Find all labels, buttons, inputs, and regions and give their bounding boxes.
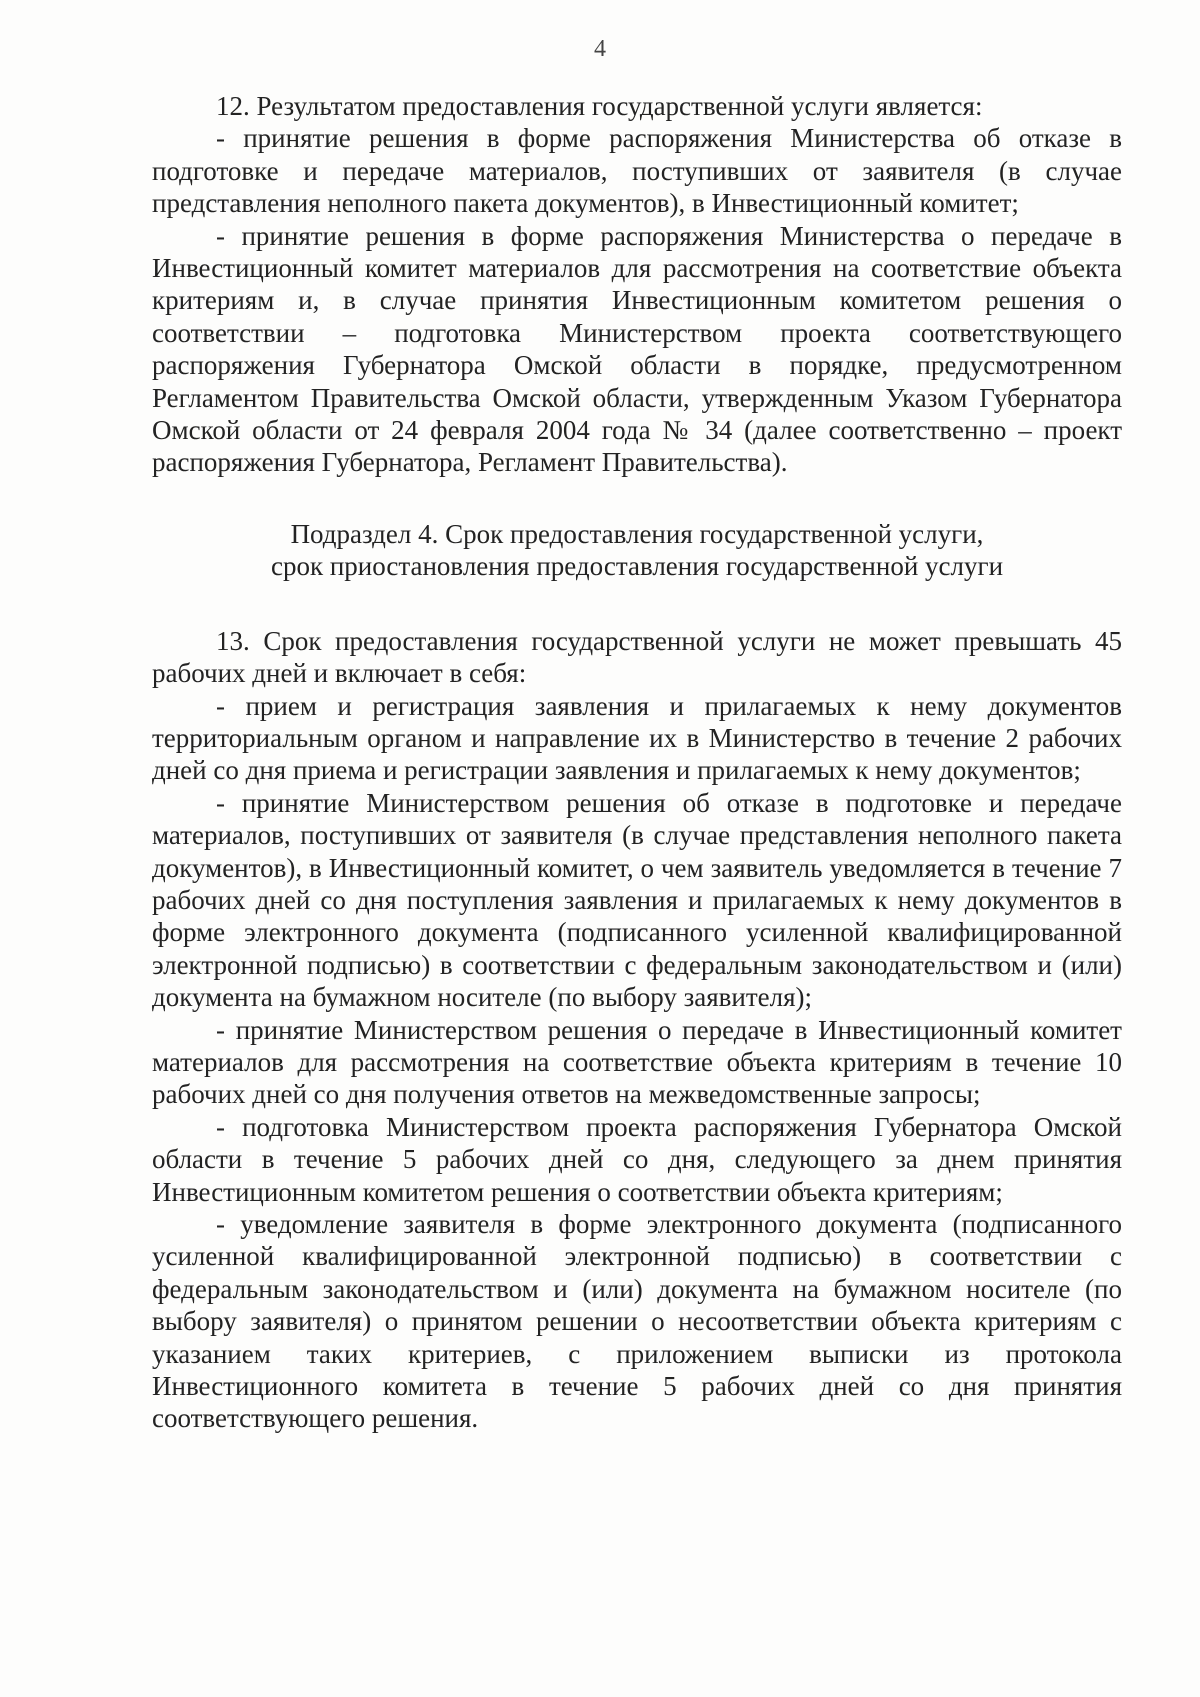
subsection-heading — [152, 518, 1122, 583]
section-12-item: - принятие решения в форме распоряжения Министерства о передаче в Инвестиционный комитет материалов для рассмотрения на соответствие объекта критериям и, в случае принятия Инвестиционным комитетом решения о соответствии – подготовка Министерством проекта соответствующего распоряжения Губернатора Омской области в порядке, предусмотренном Регламентом Правительства Омской области, утвержденным Указом Губернатора Омской области от 24 февраля 2004 года № 34 (далее соответственно – проект распоряжения Губернатора, Регламент Правительства). — [152, 220, 1122, 478]
subsection-heading-line: срок приостановления предоставления государственной услуги — [270, 551, 1004, 582]
section-13-intro: 13. Срок предоставления государственной услуги не может превышать 45 рабочих дней и включает в себя: — [152, 625, 1122, 689]
section-12-item: - принятие решения в форме распоряжения Министерства об отказе в подготовке и передаче материалов, поступивших от заявителя (в случае представления неполного пакета документов), в Инвестиционный комитет; — [152, 123, 1122, 219]
section-13-item: - подготовка Министерством проекта распоряжения Губернатора Омской области в течение 5 рабочих дней со дня, следующего за днем принятия Инвестиционным комитетом решения о соответствии объекта критериям; — [152, 1111, 1122, 1207]
section-13-item: - принятие Министерством решения об отказе в подготовке и передаче материалов, поступивших от заявителя (в случае представления неполного пакета документов), в Инвестиционный комитет, о чем заявитель уведомляется в течение 7 рабочих дней со дня поступления заявления и прилагаемых к нему документов в форме электронного документа (подписанного усиленной квалифицированной электронной подписью) в соответствии с федеральным законодательством и (или) документа на бумажном носителе (по выбору заявителя); — [152, 787, 1122, 1013]
section-12-intro: 12. Результатом предоставления государственной услуги является: — [216, 91, 983, 121]
section-13 — [152, 625, 1122, 1435]
section-13-item: - принятие Министерством решения о передаче в Инвестиционный комитет материалов для рассмотрения на соответствие объекта критериям в течение 10 рабочих дней со дня получения ответов на межведомственные запросы; — [152, 1014, 1122, 1110]
subsection-heading-line: Подраздел 4. Срок предоставления государственной услуги, — [290, 518, 984, 549]
section-13-item: - уведомление заявителя в форме электронного документа (подписанного усиленной квалифицированной электронной подписью) в соответствии с федеральным законодательством и (или) документа на бумажном носителе (по выбору заявителя) о принятом решении о несоответствии объекта критериям с указанием таких критериев, с приложением выписки из протокола Инвестиционного комитета в течение 5 рабочих дней со дня принятия соответствующего решения. — [152, 1209, 1122, 1434]
document-body — [152, 90, 1122, 1435]
section-12 — [152, 90, 1122, 479]
section-13-item: - прием и регистрация заявления и прилагаемых к нему документов территориальным органом и направление их в Министерство в течение 2 рабочих дней со дня приема и регистрации заявления и прилагаемых к нему документов; — [152, 690, 1122, 786]
page-number: 4 — [594, 36, 606, 62]
